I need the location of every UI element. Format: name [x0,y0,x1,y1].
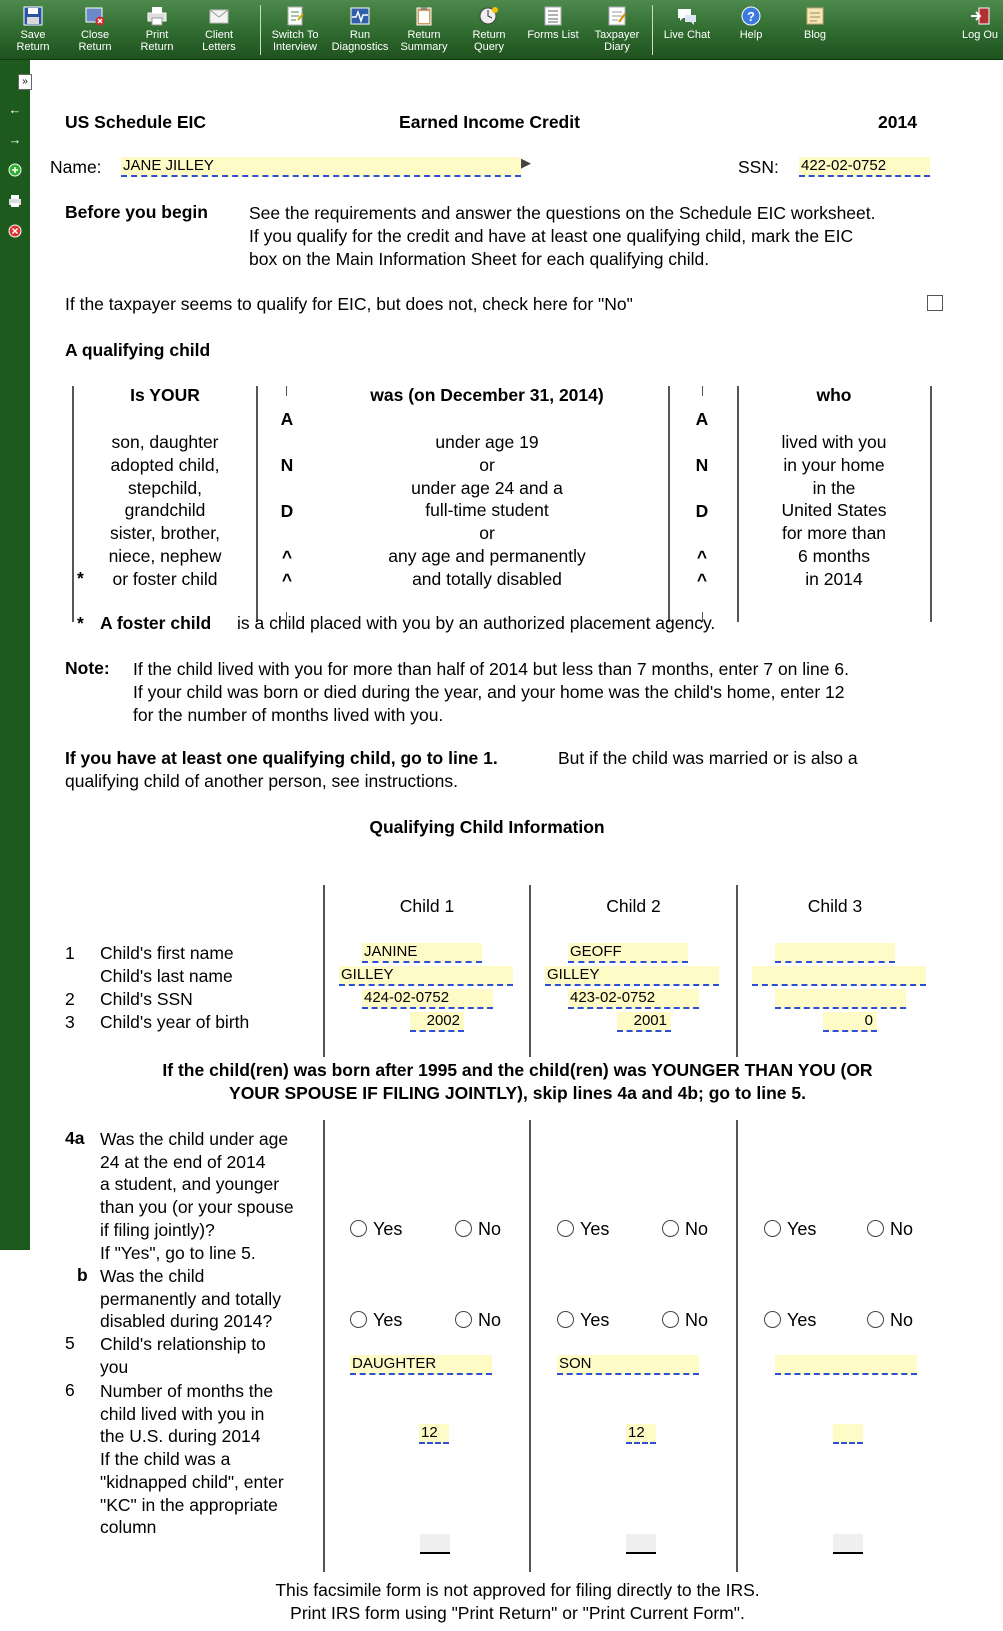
form-title: US Schedule EIC [65,112,207,132]
child-3-year-of-birth-field[interactable]: 0 [823,1012,877,1032]
forms-list-button[interactable]: Forms List [522,4,584,56]
return-summary-button[interactable]: Return Summary [393,4,455,56]
child-2-ssn-field[interactable]: 423-02-0752 [568,989,699,1009]
radio-circle-icon [764,1311,781,1328]
facsimile-disclaimer: This facsimile form is not approved for filing directly to the IRS. [275,1580,760,1600]
delete-form-icon[interactable] [7,223,23,239]
ssn-label: SSN: [738,157,779,177]
skip-4a-4b-instruction-line1: If the child(ren) was born after 1995 and the child(ren) was YOUNGER THAN YOU (OR [162,1060,873,1080]
main-toolbar [0,0,1003,60]
note-label: Note: [65,658,110,678]
client-letters-button[interactable]: Client Letters [188,4,250,56]
child-1-kidnapped-field[interactable] [420,1534,450,1554]
save-return-button[interactable]: Save Return [2,4,64,56]
radio-circle-icon [557,1220,574,1237]
child-1-months-field[interactable]: 12 [419,1424,449,1444]
qc-col1-header: Is YOUR [130,385,200,405]
foster-child-heading: A foster child [100,613,212,633]
radio-circle-icon [350,1220,367,1237]
line-number: 2 [65,989,75,1009]
qualifying-child-info-heading: Qualifying Child Information [369,817,605,837]
child-2-4b-no-radio[interactable]: No [662,1310,708,1331]
see-instructions-text: qualifying child of another person, see instructions. [65,771,459,791]
floppy-disk-icon [22,6,44,26]
close-document-icon [84,6,106,26]
first-name-label: Child's first name [100,943,234,963]
child-column-divider [323,1120,325,1572]
and-top-tick [702,386,703,396]
before-you-begin-heading: Before you begin [65,202,208,222]
forward-arrow-icon[interactable]: → [8,132,22,147]
child-3-ssn-field[interactable] [775,989,906,1009]
last-name-label: Child's last name [100,966,233,986]
line-number: b [77,1265,88,1285]
question-4a-text: Was the child under age 24 at the end of 2014 a student, and younger than you (or your spouse if filing jointly)? If "Yes", go to line 5. [100,1129,294,1263]
child-3-last-name-field[interactable] [752,966,926,986]
child-2-year-of-birth-field[interactable]: 2001 [617,1012,671,1032]
radio-circle-icon [867,1311,884,1328]
child-1-relationship-field[interactable]: DAUGHTER [350,1355,492,1375]
toolbar-separator [652,5,653,55]
qc-residency-list: lived with you in your home in the United States for more than 6 months in 2014 [781,432,887,589]
name-label: Name: [50,157,102,177]
back-arrow-icon[interactable]: ← [8,102,22,117]
printer-icon [146,6,168,26]
print-return-button[interactable]: Print Return [126,4,188,56]
before-you-begin-text: See the requirements and answer the questions on the Schedule EIC worksheet. If you qualify for the credit and have at least one qualifying child, mark the EIC box on the Main Information Sheet for each qualifying child. [249,203,876,269]
and-column-left: A N D ^ ^ [280,409,294,590]
year-of-birth-label: Child's year of birth [100,1012,250,1032]
line-number: 5 [65,1333,75,1353]
married-child-instruction: But if the child was married or is also a [558,748,858,768]
child-2-last-name-field[interactable]: GILLEY [545,966,719,986]
switch-to-interview-button[interactable]: Switch To Interview [264,4,326,56]
child-3-header: Child 3 [807,896,863,916]
no-eic-instruction: If the taxpayer seems to qualify for EIC, but does not, check here for "No" [65,294,633,314]
name-dropdown-arrow-icon[interactable]: ▶ [521,155,531,170]
child-1-last-name-field[interactable]: GILLEY [339,966,513,986]
log-out-button[interactable]: Log Ou [955,4,1003,56]
line-number: 4a [65,1128,85,1148]
child-3-kidnapped-field[interactable] [833,1534,863,1554]
list-icon [542,6,564,26]
table-divider [256,386,258,622]
close-return-button[interactable]: Close Return [64,4,126,56]
child-2-months-field[interactable]: 12 [626,1424,656,1444]
live-chat-button[interactable]: Live Chat [656,4,718,56]
qc-col2-header: was (on December 31, 2014) [370,385,604,405]
line-number: 1 [65,943,75,963]
go-to-line-1-instruction: If you have at least one qualifying child, go to line 1. [65,748,498,768]
add-form-icon[interactable] [7,162,23,178]
diagnostics-icon [349,6,371,26]
child-1-ssn-field[interactable]: 424-02-0752 [362,989,493,1009]
table-border-right [930,386,932,622]
radio-circle-icon [662,1311,679,1328]
child-2-4a-no-radio[interactable]: No [662,1219,708,1240]
child-3-relationship-field[interactable] [775,1355,917,1375]
radio-circle-icon [867,1220,884,1237]
child-column-divider [736,1120,738,1572]
question-4b-text: Was the child permanently and totally disabled during 2014? [100,1266,281,1332]
and-column-right: A N D ^ ^ [695,409,709,590]
question-5-text: Child's relationship to you [100,1334,266,1377]
chat-bubbles-icon [676,6,698,26]
child-3-first-name-field[interactable] [775,943,895,963]
tax-year: 2014 [878,112,917,132]
taxpayer-name-field[interactable]: JANE JILLEY [121,157,521,177]
print-instruction: Print IRS form using "Print Return" or "Print Current Form". [290,1603,745,1623]
taxpayer-ssn-field[interactable]: 422-02-0752 [799,157,930,177]
toolbar-separator [260,5,261,55]
qualifying-child-heading: A qualifying child [65,340,211,360]
child-1-4b-no-radio[interactable]: No [455,1310,501,1331]
child-1-year-of-birth-field[interactable]: 2002 [410,1012,464,1032]
radio-circle-icon [662,1220,679,1237]
radio-circle-icon [350,1311,367,1328]
question-6-text: Number of months the child lived with you in the U.S. during 2014 If the child was a "kidnapped child", enter "KC" in the appropriate column [100,1381,284,1538]
child-2-first-name-field[interactable]: GEOFF [568,943,688,963]
svg-text:?: ? [747,9,755,24]
blog-scroll-icon [804,6,826,26]
radio-circle-icon [455,1220,472,1237]
form-subtitle: Earned Income Credit [399,112,580,132]
print-form-icon[interactable] [7,193,23,209]
blog-button[interactable]: Blog [784,4,846,56]
help-icon [740,6,762,26]
radio-circle-icon [764,1220,781,1237]
expand-panel-button[interactable]: » [18,74,32,90]
child-2-4a-yes-radio[interactable]: Yes [557,1219,609,1240]
qc-age-list: under age 19 or under age 24 and a full-time student or any age and permanently and totally disabled [388,432,586,589]
foster-asterisk: * [77,613,84,633]
diary-icon [606,6,628,26]
table-divider [668,386,670,622]
child-1-first-name-field[interactable]: JANINE [362,943,482,963]
child-3-4a-yes-radio[interactable]: Yes [764,1219,816,1240]
left-navigation-rail [0,60,30,1250]
radio-circle-icon [557,1311,574,1328]
no-eic-checkbox[interactable] [927,295,943,311]
envelope-icon [208,6,230,26]
skip-4a-4b-instruction-line2: YOUR SPOUSE IF FILING JOINTLY), skip lines 4a and 4b; go to line 5. [229,1083,806,1103]
child-3-4a-no-radio[interactable]: No [867,1219,913,1240]
child-3-months-field[interactable] [833,1424,863,1444]
line-number: 6 [65,1380,75,1400]
child-2-relationship-field[interactable]: SON [557,1355,699,1375]
logout-door-icon [969,6,991,26]
radio-circle-icon [455,1311,472,1328]
return-query-button[interactable]: Return Query [458,4,520,56]
foster-child-definition: is a child placed with you by an authorized placement agency. [237,613,716,633]
qc-relationship-list: son, daughter adopted child, stepchild, grandchild sister, brother, niece, nephew or foster child [108,432,222,589]
and-top-tick [286,386,287,396]
help-button[interactable]: ? Help [720,4,782,56]
child-1-4b-yes-radio[interactable]: Yes [350,1310,402,1331]
note-text: If the child lived with you for more than half of 2014 but less than 7 months, enter 7 on line 6. If your child was born or died during the year, and your home was the child's home, enter 12 for the number of months lived with you. [133,659,849,725]
child-1-4a-no-radio[interactable]: No [455,1219,501,1240]
child-ssn-label: Child's SSN [100,989,193,1009]
child-1-4a-yes-radio[interactable]: Yes [350,1219,402,1240]
child-1-header: Child 1 [399,896,455,916]
run-diagnostics-button[interactable]: Run Diagnostics [329,4,391,56]
child-3-4b-yes-radio[interactable]: Yes [764,1310,816,1331]
magnifier-clock-icon [478,6,500,26]
taxpayer-diary-button[interactable]: Taxpayer Diary [586,4,648,56]
clipboard-icon [413,6,435,26]
child-2-header: Child 2 [606,896,661,916]
child-column-divider [529,1120,531,1572]
foster-asterisk: * [77,568,84,588]
schedule-eic-form [32,60,1003,1631]
child-3-4b-no-radio[interactable]: No [867,1310,913,1331]
line-number: 3 [65,1012,75,1032]
child-2-kidnapped-field[interactable] [626,1534,656,1554]
child-2-4b-yes-radio[interactable]: Yes [557,1310,609,1331]
interview-icon [284,6,306,26]
qc-col3-header: who [816,385,852,405]
